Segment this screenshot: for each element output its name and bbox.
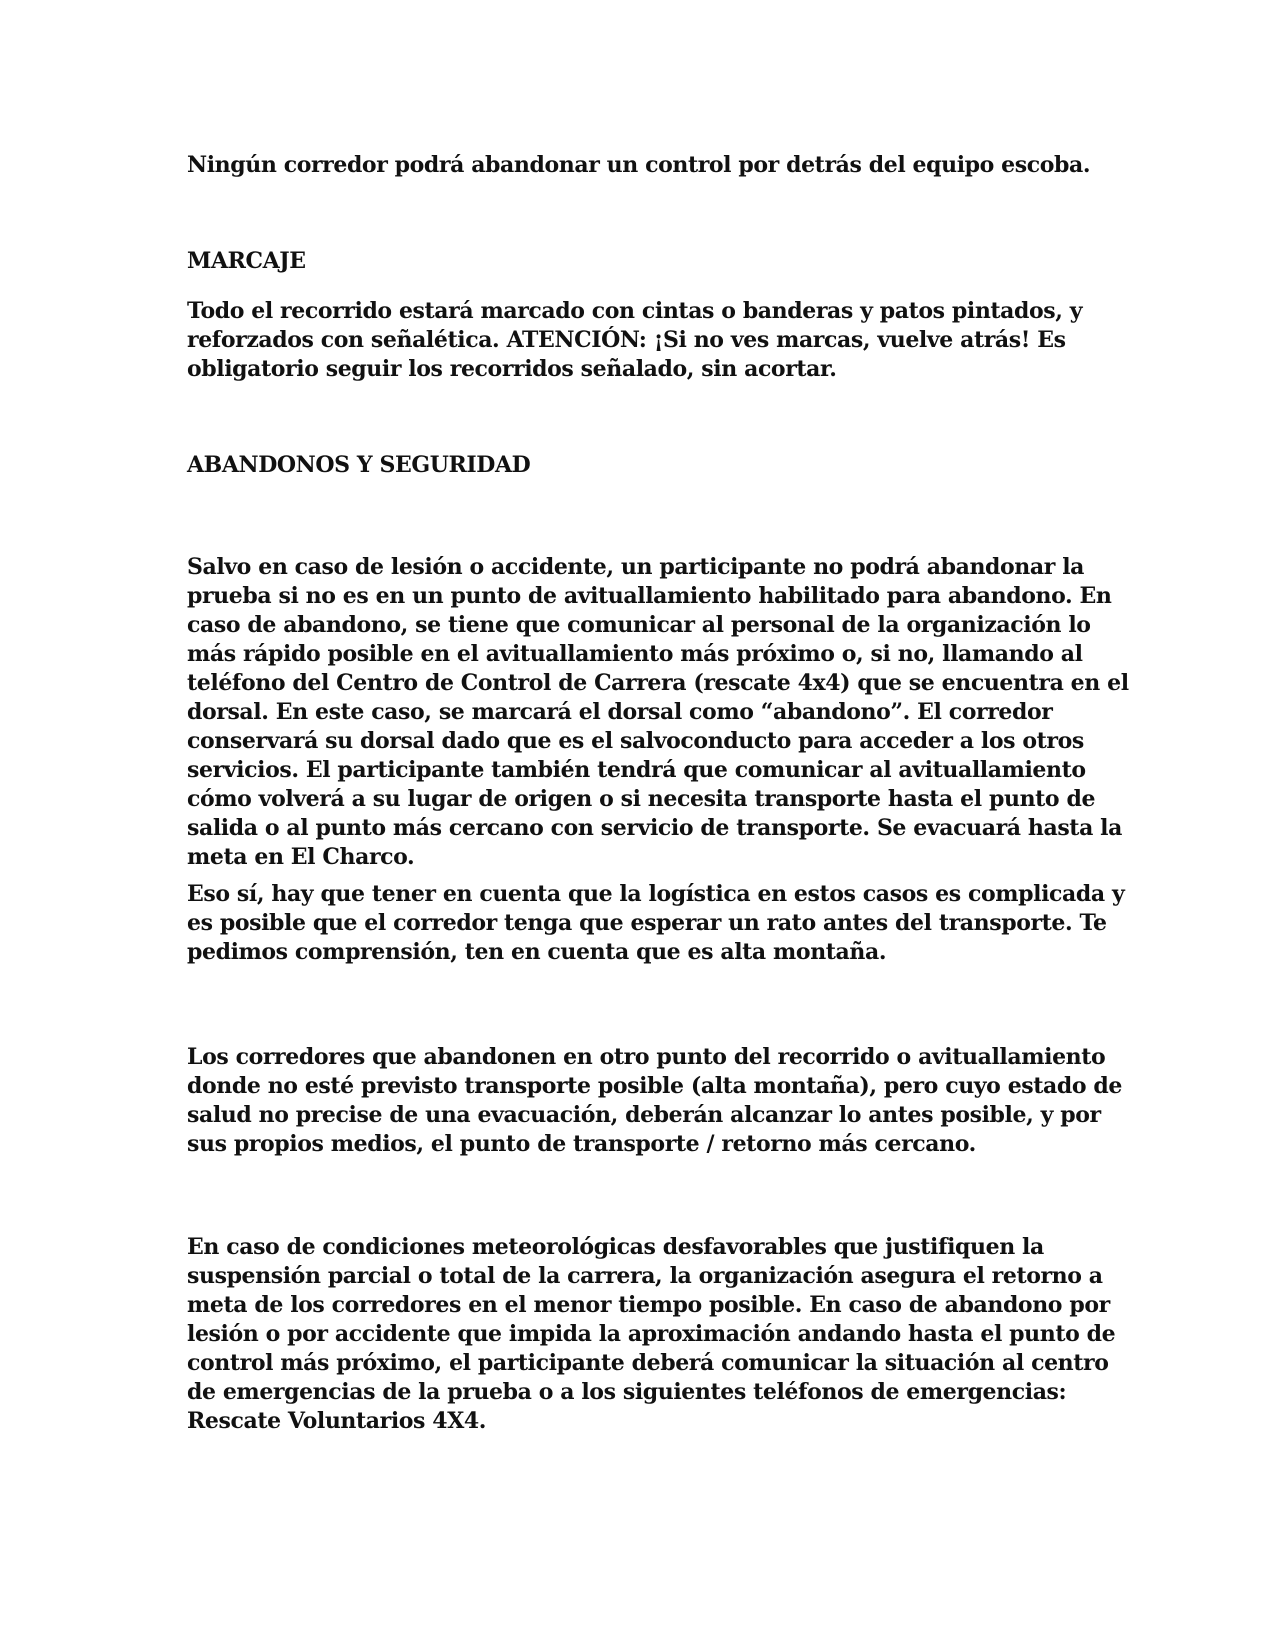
text-line: Los corredores que abandonen en otro punto del recorrido o avituallamiento [187,1044,1106,1070]
paragraph-logistica [187,880,1125,967]
paragraph-abandono-procedimiento [187,553,1129,872]
text-line: Salvo en caso de lesión o accidente, un participante no podrá abandonar la [187,554,1085,580]
paragraph-alta-montana [187,1043,1123,1159]
paragraph-escoba [187,151,1091,180]
text-line: más rápido posible en el avituallamiento más próximo o, si no, llamando al [187,641,1083,667]
text-line: Ningún corredor podrá abandonar un control por detrás del equipo escoba. [187,152,1091,178]
text-line: En caso de condiciones meteorológicas desfavorables que justifiquen la [187,1234,1044,1260]
heading-marcaje [187,247,1087,276]
text-line: suspensión parcial o total de la carrera, la organización asegura el retorno a [187,1263,1103,1289]
text-line: salida o al punto más cercano con servicio de transporte. Se evacuará hasta la [187,815,1122,841]
text-line: sus propios medios, el punto de transporte / retorno más cercano. [187,1131,976,1157]
text-line: caso de abandono, se tiene que comunicar al personal de la organización lo [187,612,1091,638]
text-line: meta de los corredores en el menor tiempo posible. En caso de abandono por [187,1292,1110,1318]
paragraph-marcaje [187,297,1087,384]
text-line: de emergencias de la prueba o a los siguientes teléfonos de emergencias: [187,1379,1067,1405]
text-line: meta en El Charco. [187,844,415,870]
heading-text: MARCAJE [187,248,306,274]
text-line: reforzados con señalética. ATENCIÓN: ¡Si no ves marcas, vuelve atrás! Es [187,327,1066,353]
text-line: conservará su dorsal dado que es el salvoconducto para acceder a los otros [187,728,1084,754]
text-line: servicios. El participante también tendrá que comunicar al avituallamiento [187,757,1086,783]
text-line: Todo el recorrido estará marcado con cintas o banderas y patos pintados, y [187,298,1083,324]
text-line: teléfono del Centro de Control de Carrera (rescate 4x4) que se encuentra en el [187,670,1129,696]
text-line: control más próximo, el participante deberá comunicar la situación al centro [187,1350,1109,1376]
text-line: Rescate Voluntarios 4X4. [187,1408,487,1434]
text-line: pedimos comprensión, ten en cuenta que es alta montaña. [187,939,887,965]
text-line: Eso sí, hay que tener en cuenta que la logística en estos casos es complicada y [187,881,1125,907]
text-line: salud no precise de una evacuación, deberán alcanzar lo antes posible, y por [187,1102,1101,1128]
text-line: obligatorio seguir los recorridos señalado, sin acortar. [187,356,837,382]
heading-text: ABANDONOS Y SEGURIDAD [187,452,531,478]
text-line: lesión o por accidente que impida la aproximación andando hasta el punto de [187,1321,1116,1347]
text-line: es posible que el corredor tenga que esperar un rato antes del transporte. Te [187,910,1107,936]
text-line: donde no esté previsto transporte posible (alta montaña), pero cuyo estado de [187,1073,1123,1099]
text-line: prueba si no es en un punto de avituallamiento habilitado para abandono. En [187,583,1112,609]
paragraph-meteorologia [187,1233,1116,1436]
text-line: dorsal. En este caso, se marcará el dorsal como “abandono”. El corredor [187,699,1053,725]
heading-abandonos [187,451,1087,480]
text-line: cómo volverá a su lugar de origen o si necesita transporte hasta el punto de [187,786,1096,812]
